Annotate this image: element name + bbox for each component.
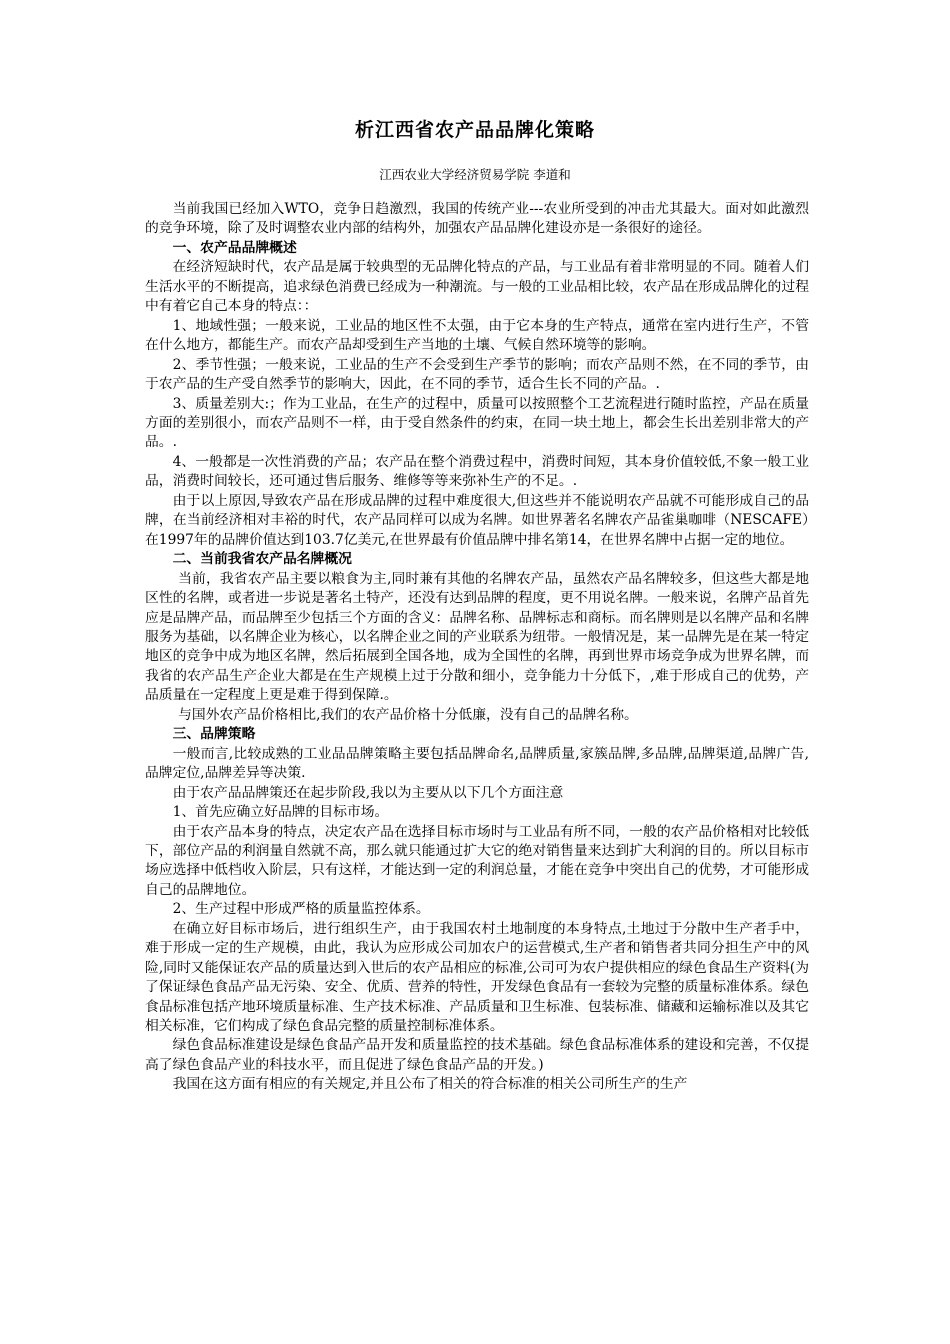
- body-paragraph: 由于以上原因,导致农产品在形成品牌的过程中难度很大,但这些并不能说明农产品就不可能形成自己的品牌，在当前经济相对丰裕的时代，农产品同样可以成为名牌。如世界著名名牌农产品雀巢咖啡（NESCAFE）在1997年的品牌价值达到103.7亿美元,在世界最有价值品牌中排名第14，在世界名牌中占据一定的地位。: [145, 492, 809, 548]
- document-title: 析江西省农产品品牌化策略: [354, 119, 595, 141]
- list-item-4: 4、一般都是一次性消费的产品；农产品在整个消费过程中，消费时间短，其本身价值较低,不象一般工业品，消费时间较长，还可通过售后服务、维修等等来弥补生产的不足。.: [145, 453, 809, 490]
- body-paragraph: 与国外农产品价格相比,我们的农产品价格十分低廉，没有自己的品牌名称。: [178, 706, 638, 723]
- list-item-1: 1、地域性强；一般来说，工业品的地区性不太强，由于它本身的生产特点，通常在室内进行生产，不管在什么地方，都能生产。而农产品却受到生产当地的土壤、气候自然环境等的影响。: [145, 317, 809, 354]
- list-item-2: 2、季节性强；一般来说，工业品的生产不会受到生产季节的影响；而农产品则不然，在不同的季节，由于农产品的生产受自然季节的影响大，因此，在不同的季节，适合生长不同的产品。.: [145, 356, 809, 393]
- body-paragraph: 当前，我省农产品主要以粮食为主,同时兼有其他的名牌农产品，虽然农产品名牌较多，但这些大都是地区性的名牌，或者进一步说是著名土特产，还没有达到品牌的程度，更不用说名牌。一般来说，名牌产品首先应是品牌产品，而品牌至少包括三个方面的含义：品牌名称、品牌标志和商标。而名牌则是以名牌产品和名牌服务为基础，以名牌企业为核心，以名牌企业之间的产业联系为纽带。一般情况是，某一品牌先是在某一特定地区的竞争中成为地区名牌，然后拓展到全国各地，成为全国性的名牌，再到世界市场竞争成为世界名牌，而我省的农产品生产企业大都是在生产规模上过于分散和细小，竞争能力十分低下，,难于形成自己的优势，产品质量在一定程度上更是难于得到保障.。: [145, 570, 809, 704]
- body-paragraph: 在确立好目标市场后，进行组织生产，由于我国农村土地制度的本身特点,土地过于分散中生产者手中，难于形成一定的生产规模，由此，我认为应形成公司加农户的运营模式,生产者和销售者共同分担生产中的风险,同时又能保证农产品的质量达到入世后的农产品相应的标准,公司可为农户提供相应的绿色食品生产资料(为了保证绿色食品产品无污染、安全、优质、营养的特性，开发绿色食品有一套较为完整的质量标准体系。绿色食品标准包括产地环境质量标准、生产技术标准、产品质量和卫生标准、包装标准、储藏和运输标准以及其它相关标准，它们构成了绿色食品完整的质量控制标准体系。: [145, 920, 809, 1035]
- author-byline: 江西农业大学经济贸易学院 李道和: [379, 167, 571, 182]
- section-heading-3: 三、品牌策略: [172, 726, 256, 743]
- body-paragraph: 由于农产品品牌策还在起步阶段,我以为主要从以下几个方面注意: [172, 784, 564, 801]
- list-item-3: 3、质量差别大:；作为工业品，在生产的过程中，质量可以按照整个工艺流程进行随时监控，产品在质量方面的差别很小，而农产品则不一样，由于受自然条件的约束，在同一块土地上，都会生长出差别非常大的产品。.: [145, 395, 809, 451]
- body-paragraph: 由于农产品本身的特点，决定农产品在选择目标市场时与工业品有所不同，一般的农产品价格相对比较低下，部位产品的利润量自然就不高，那么就只能通过扩大它的绝对销售量来达到扩大利润的目的。所以目标市场应选择中低档收入阶层，只有这样，才能达到一定的利润总量，才能在竞争中突出自己的优势，才可能形成自己的品牌地位。: [145, 823, 809, 898]
- body-paragraph: 一般而言,比较成熟的工业品品牌策略主要包括品牌命名,品牌质量,家簇品牌,多品牌,品牌渠道,品牌广告,品牌定位,品牌差异等决策.: [145, 745, 809, 782]
- document-body: [145, 200, 809, 1095]
- body-paragraph: 绿色食品标准建设是绿色食品产品开发和质量监控的技术基础。绿色食品标准体系的建设和完善，不仅提高了绿色食品产业的科技水平，而且促进了绿色食品产品的开发。): [145, 1037, 809, 1073]
- body-paragraph: 在经济短缺时代，农产品是属于较典型的无品牌化特点的产品，与工业品有着非常明显的不同。随着人们生活水平的不断提高，追求绿色消费已经成为一种潮流。与一般的工业品相比较，农产品在形成品牌化的过程中有着它自己本身的特点：：: [145, 259, 809, 315]
- section-heading-1: 一、农产品品牌概述: [172, 239, 297, 256]
- subheading-2: 2、生产过程中形成严格的质量监控体系。: [172, 901, 430, 918]
- subheading-1: 1、首先应确立好品牌的目标市场。: [172, 804, 389, 821]
- section-heading-2: 二、当前我省农产品名牌概况: [172, 551, 352, 568]
- intro-paragraph: 当前我国已经加入WTO，竞争日趋激烈，我国的传统产业---农业所受到的冲击尤其最大。面对如此激烈的竞争环境，除了及时调整农业内部的结构外，加强农产品品牌化建设亦是一条很好的途径。: [145, 201, 809, 237]
- body-paragraph: 我国在这方面有相应的有关规定,并且公布了相关的符合标准的相关公司所生产的生产: [172, 1076, 688, 1093]
